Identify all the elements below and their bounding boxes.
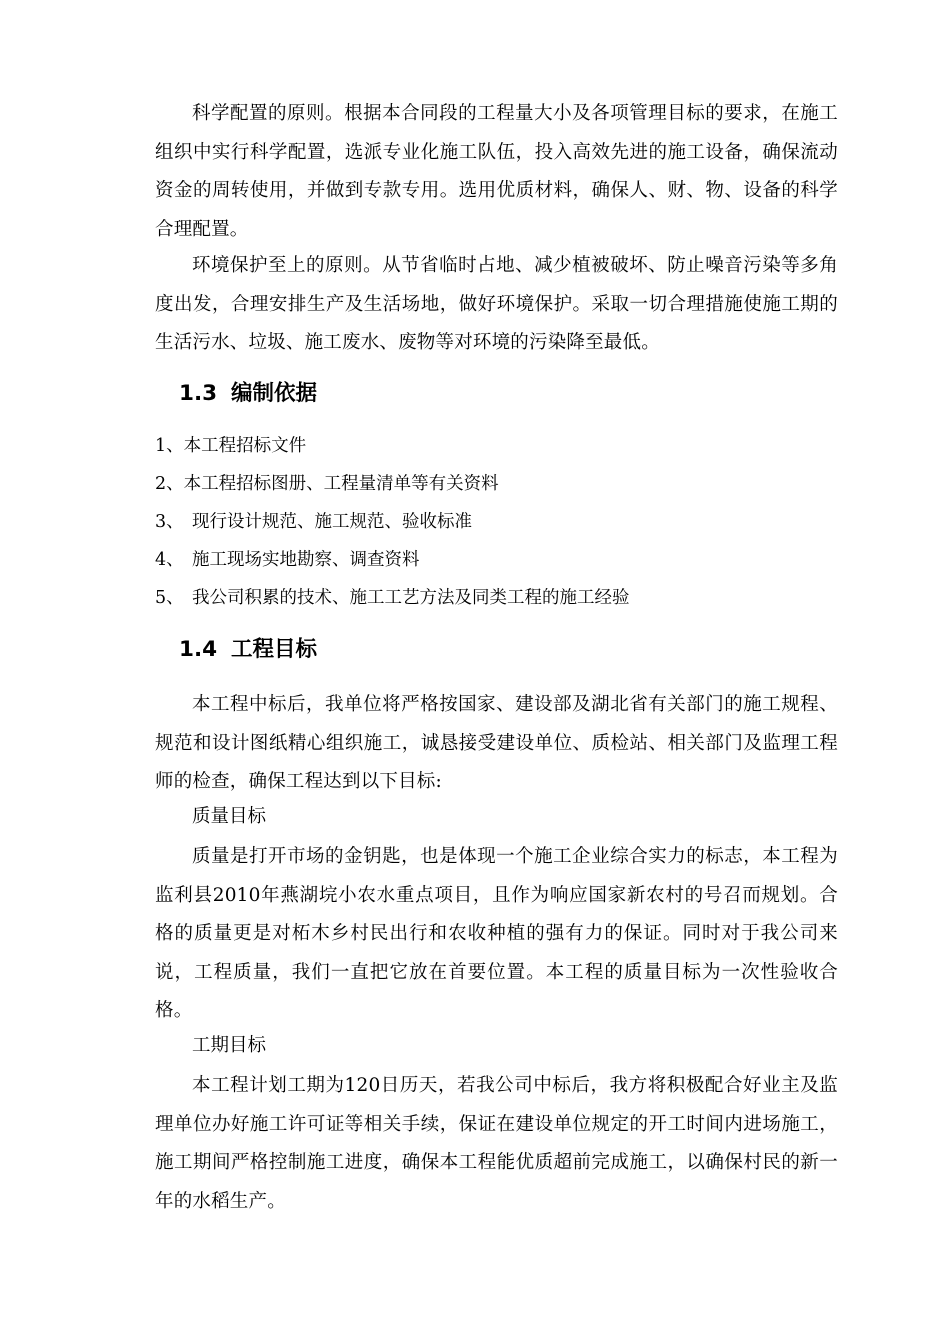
list-item [155,586,630,610]
list-item-text: 我公司积累的技术、施工工艺方法及同类工程的施工经验 [192,588,630,608]
list-item [155,434,306,458]
list-item-text: 施工现场实地勘察、调查资料 [192,550,420,570]
paragraph-environmental-protection: 环境保护至上的原则。从节省临时占地、减少植被破坏、防止噪音污染等多角度出发，合理安排生产及生活场地，做好环境保护。采取一切合理措施使施工期的生活污水、垃圾、施工废水、废物等对环境的污染降至最低。 [155,255,838,354]
paragraph-quality-goal: 质量是打开市场的金钥匙，也是体现一个施工企业综合实力的标志，本工程为监利县2010年燕湖垸小农水重点项目，且作为响应国家新农村的号召而规划。合格的质量更是对柘木乡村民出行和农收种植的强有力的保证。同时对于我公司来说，工程质量，我们一直把它放在首要位置。本工程的质量目标为一次性验收合格。 [155,846,838,1022]
list-item [155,510,472,534]
schedule-goal-label: 工期目标 [192,1035,267,1056]
list-item-text: 本工程招标图册、工程量清单等有关资料 [183,474,499,494]
section-heading-1-4 [179,636,317,664]
paragraph-schedule-goal: 本工程计划工期为120日历天，若我公司中标后，我方将积极配合好业主及监理单位办好施工许可证等相关手续，保证在建设单位规定的开工时间内进场施工，施工期间严格控制施工进度，确保本工程能优质超前完成施工，以确保村民的新一年的水稻生产。 [155,1075,838,1212]
list-item-index: 5、 [155,588,184,608]
section-title: 编制依据 [231,381,318,406]
list-item-index: 4、 [155,550,184,570]
list-item-index: 2、 [155,474,184,494]
list-item-index: 3、 [155,512,184,532]
list-item [155,472,499,496]
paragraph-project-goal-intro: 本工程中标后，我单位将严格按国家、建设部及湖北省有关部门的施工规程、规范和设计图纸精心组织施工，诚恳接受建设单位、质检站、相关部门及监理工程师的检查，确保工程达到以下目标: [155,694,838,793]
section-title: 工程目标 [231,637,318,662]
list-item-text: 现行设计规范、施工规范、验收标准 [192,512,472,532]
list-item-index: 1、 [155,436,184,456]
list-item-text: 本工程招标文件 [183,436,307,456]
section-number: 1.3 [179,381,218,406]
paragraph-scientific-allocation: 科学配置的原则。根据本合同段的工程量大小及各项管理目标的要求，在施工组织中实行科学配置，选派专业化施工队伍，投入高效先进的施工设备，确保流动资金的周转使用，并做到专款专用。选用优质材料，确保人、财、物、设备的科学合理配置。 [155,103,838,240]
section-number: 1.4 [179,637,218,662]
section-heading-1-3 [179,380,317,408]
quality-goal-label: 质量目标 [192,806,267,827]
list-item [155,548,420,572]
